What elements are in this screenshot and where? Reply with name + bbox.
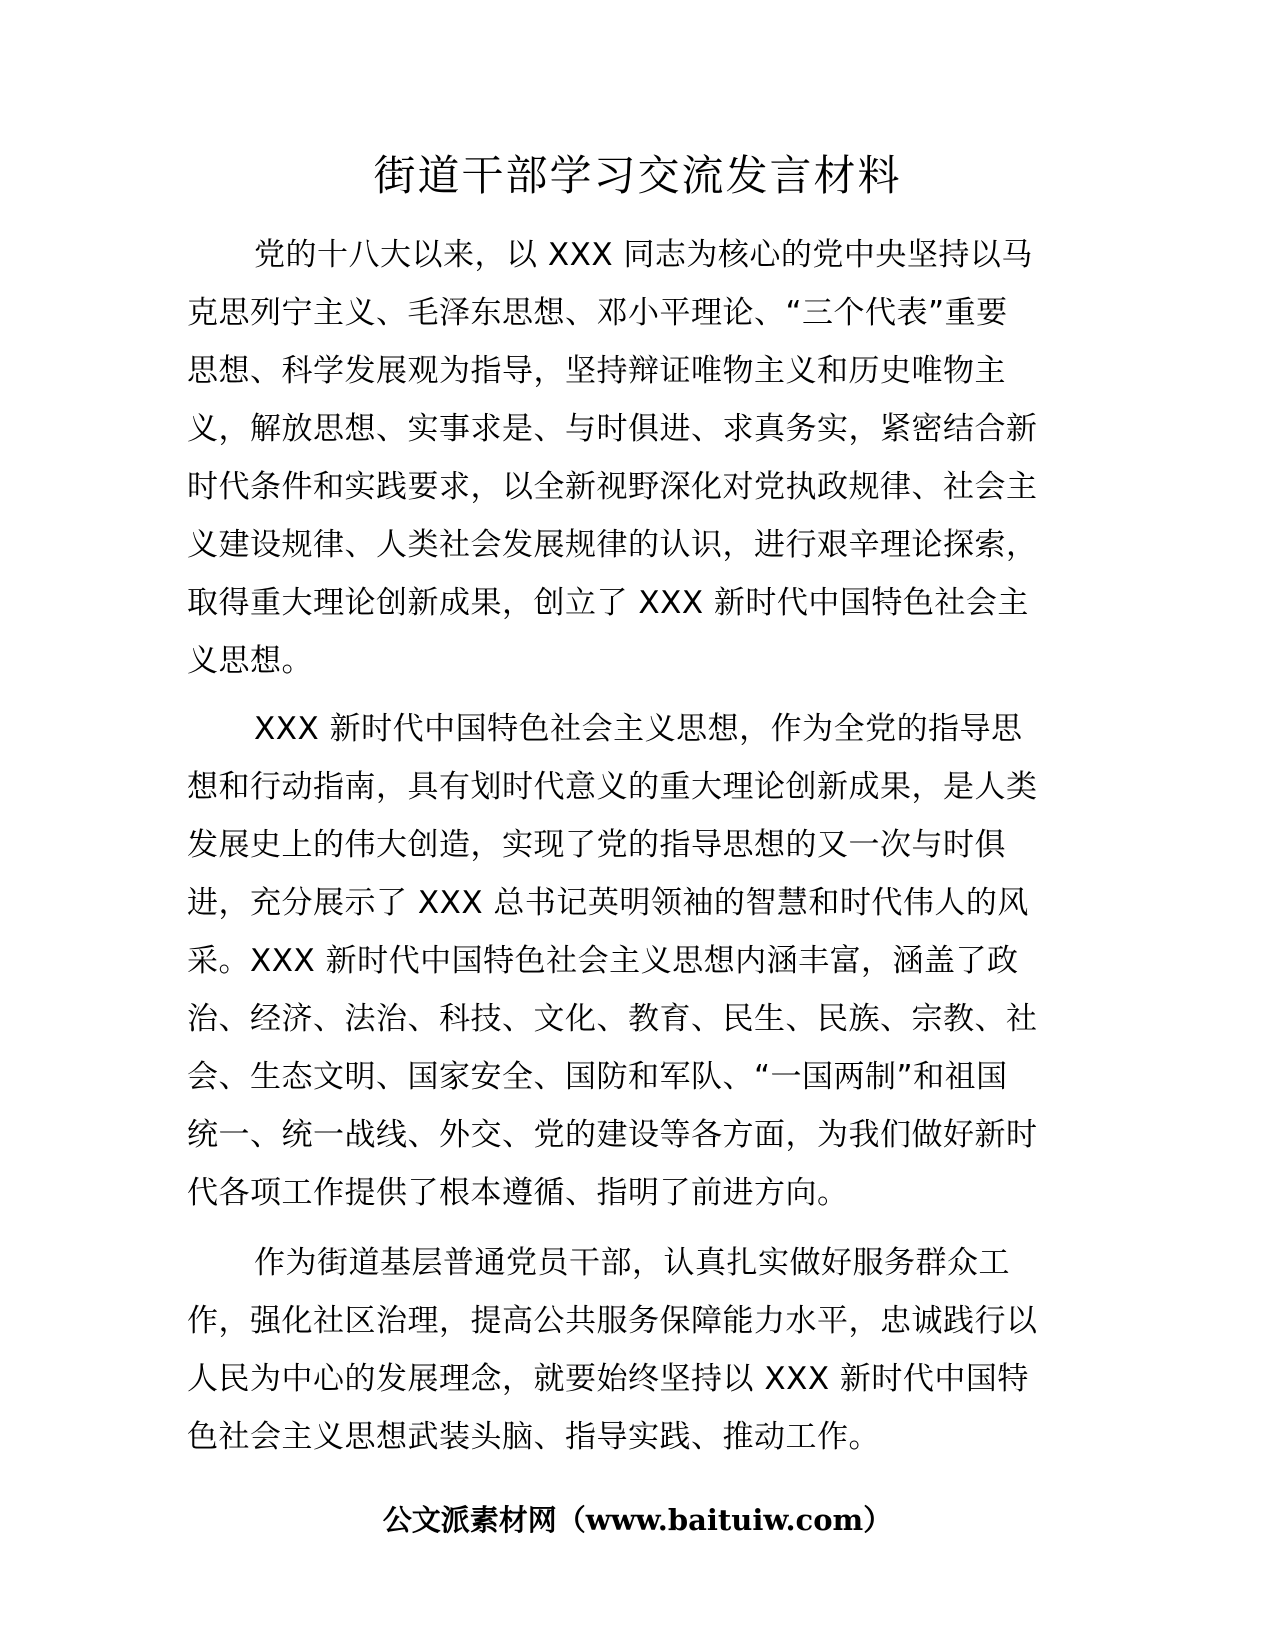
paragraph-line: 取得重大理论创新成果，创立了 XXX 新时代中国特色社会主 — [187, 585, 1029, 621]
paragraph-line: 党的十八大以来，以 XXX 同志为核心的党中央坚持以马 — [254, 237, 1033, 273]
paragraph-line: 统一、统一战线、外交、党的建设等各方面，为我们做好新时 — [187, 1117, 1038, 1153]
paragraph-line: 想和行动指南，具有划时代意义的重大理论创新成果，是人类 — [187, 769, 1038, 805]
paragraph-line: 治、经济、法治、科技、文化、教育、民生、民族、宗教、社 — [187, 1001, 1038, 1037]
paragraph-line: 作为街道基层普通党员干部，认真扎实做好服务群众工 — [254, 1245, 1010, 1281]
paragraph-line: 思想、科学发展观为指导，坚持辩证唯物主义和历史唯物主 — [187, 353, 1006, 389]
paragraph-2 — [187, 700, 1087, 1222]
paragraph-line: XXX 新时代中国特色社会主义思想，作为全党的指导思 — [254, 711, 1023, 747]
paragraph-line: 克思列宁主义、毛泽东思想、邓小平理论、“三个代表”重要 — [187, 295, 1008, 331]
paragraph-line: 发展史上的伟大创造，实现了党的指导思想的又一次与时俱 — [187, 827, 1006, 863]
document-title: 街道干部学习交流发言材料 — [373, 151, 902, 200]
paragraph-line: 时代条件和实践要求，以全新视野深化对党执政规律、社会主 — [187, 469, 1038, 505]
paragraph-line: 义，解放思想、实事求是、与时俱进、求真务实，紧密结合新 — [187, 411, 1038, 447]
paragraph-line: 会、生态文明、国家安全、国防和军队、“一国两制”和祖国 — [187, 1059, 1008, 1095]
paragraph-line: 代各项工作提供了根本遵循、指明了前进方向。 — [187, 1175, 849, 1211]
paragraph-line: 进，充分展示了 XXX 总书记英明领袖的智慧和时代伟人的风 — [187, 885, 1029, 921]
paragraph-1 — [187, 226, 1087, 690]
paragraph-line: 采。XXX 新时代中国特色社会主义思想内涵丰富，涵盖了政 — [187, 943, 1019, 979]
paragraph-3 — [187, 1234, 1087, 1466]
paragraph-line: 义建设规律、人类社会发展规律的认识，进行艰辛理论探索， — [187, 527, 1038, 563]
paragraph-line: 作，强化社区治理，提高公共服务保障能力水平，忠诚践行以 — [187, 1303, 1038, 1339]
paragraph-line: 色社会主义思想武装头脑、指导实践、推动工作。 — [187, 1419, 880, 1455]
paragraph-line: 人民为中心的发展理念，就要始终坚持以 XXX 新时代中国特 — [187, 1361, 1029, 1397]
source-footer: 公文派素材网（www.baituiw.com） — [382, 1503, 893, 1537]
paragraph-line: 义思想。 — [187, 643, 313, 679]
